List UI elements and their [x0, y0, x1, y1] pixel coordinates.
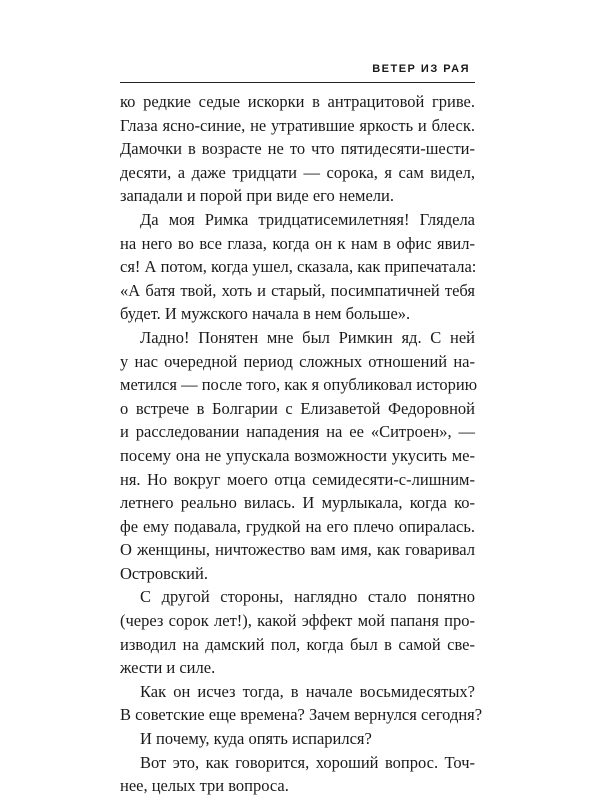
text-line: С другой стороны, наглядно стало понятно — [140, 587, 475, 607]
text-line: Глаза ясно-синие, не утратившие яркость и блеск. — [120, 115, 475, 135]
text-line: О женщины, ничтожество вам имя, как говаривал — [120, 540, 475, 560]
paragraph-2 — [120, 208, 475, 326]
text-line: Островский. — [120, 563, 208, 583]
text-line: Ладно! Понятен мне был Римкин яд. С ней — [140, 327, 475, 347]
text-line: В советские еще времена? Зачем вернулся сегодня? — [120, 705, 483, 725]
text-line: изводил на дамский пол, когда был в самой све- — [120, 634, 475, 654]
text-line: нее, целых три вопроса. — [120, 776, 289, 796]
text-line: западали и порой при виде его немели. — [120, 186, 394, 206]
text-line: метился — после того, как я опубликовал историю — [120, 375, 478, 395]
text-line: десяти, а даже тридцати — сорока, я сам видел, — [120, 162, 475, 182]
text-line: И почему, куда опять испарился? — [140, 729, 372, 749]
header-rule — [120, 82, 475, 83]
running-head: ВЕТЕР ИЗ РАЯ — [372, 63, 470, 75]
text-line: посему она не упускала возможности укусить ме- — [120, 445, 475, 465]
text-line: будет. И мужского начала в нем больше». — [120, 304, 411, 324]
text-line: летнего реально вилась. И мурлыкала, когда ко- — [120, 493, 475, 513]
text-line: (через сорок лет!), какой эффект мой папаня про- — [120, 611, 475, 631]
text-line: о встрече в Болгарии с Елизаветой Федоровной — [120, 398, 475, 418]
text-line: на него во все глаза, когда он к нам в офис явил- — [120, 233, 475, 253]
text-line: жести и силе. — [120, 658, 216, 678]
paragraph-7 — [120, 751, 475, 798]
text-line: Да моя Римка тридцатисемилетняя! Глядела — [140, 209, 475, 229]
text-line: ся! А потом, когда ушел, сказала, как припечатала: — [120, 257, 477, 277]
text-line: Вот это, как говорится, хороший вопрос. Точ- — [140, 752, 475, 772]
text-line: Дамочки в возрасте не то что пятидесяти-шести- — [120, 139, 475, 159]
text-line: Как он исчез тогда, в начале восьмидесятых? — [140, 681, 475, 701]
text-line: ко редкие седые искорки в антрацитовой гриве. — [120, 92, 475, 111]
paragraph-1 — [120, 90, 475, 208]
paragraph-4 — [120, 585, 475, 679]
body-text — [120, 90, 483, 798]
paragraph-3 — [120, 326, 478, 586]
paragraph-6 — [120, 727, 475, 751]
text-line: фе ему подавала, грудкой на его плечо опиралась. — [120, 516, 475, 536]
text-line: у нас очередной период сложных отношений на- — [120, 351, 475, 371]
paragraph-5 — [120, 680, 483, 727]
text-line: «А батя твой, хоть и старый, посимпатичней тебя — [120, 280, 475, 300]
text-line: ня. Но вокруг моего отца семидесяти-с-лишним- — [120, 469, 475, 489]
text-line: и расследовании нападения на ее «Ситроен», — — [120, 422, 475, 442]
